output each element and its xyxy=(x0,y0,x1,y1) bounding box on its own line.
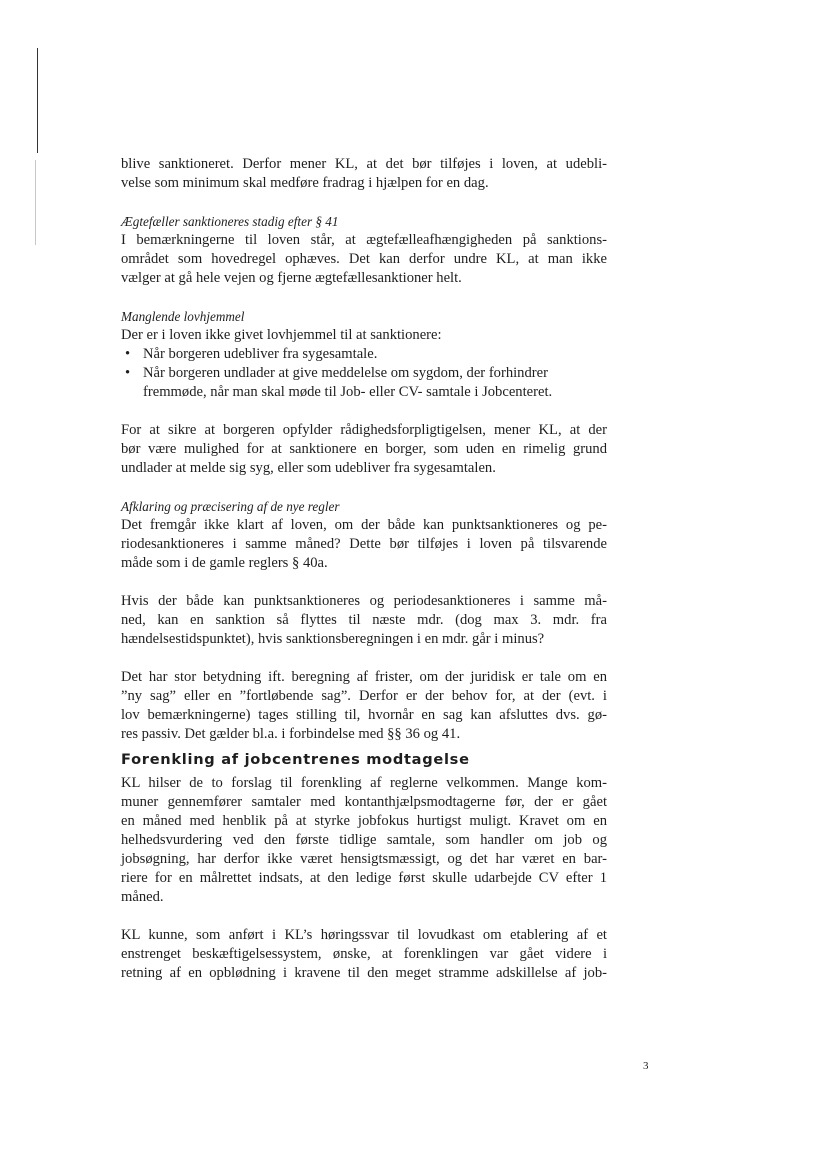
bullet-item xyxy=(121,345,607,364)
text-line: ned, kan en sanktion så flyttes til næste mdr. (dog max 3. mdr. fra xyxy=(121,612,607,628)
text-line: velse som minimum skal medføre fradrag i hjælpen for en dag. xyxy=(121,175,489,191)
paragraph-intro xyxy=(121,155,607,193)
paragraph-sanction-month xyxy=(121,592,607,649)
text-line: riodesanktioneres i samme måned? Dette bør tilføjes i loven på tilsvarende xyxy=(121,536,607,552)
paragraph-simplification xyxy=(121,774,607,907)
text-line: jobsøgning, har derfor ikke været hensigtsmæssigt, og det har været en bar- xyxy=(121,851,607,867)
paragraph-clarification xyxy=(121,516,607,573)
text-line: ”ny sag” eller en ”fortløbende sag”. Derfor er der behov for, at der (evt. i xyxy=(121,688,607,704)
text-line: muner gennemfører samtaler med kontanthjælpsmodtagerne før, der er gået xyxy=(121,794,607,810)
text-line: retning af en opblødning i kravene til den meget stramme adskillelse af job- xyxy=(121,965,607,981)
paragraph-spouse-sanctions xyxy=(121,231,607,288)
bullet-icon: • xyxy=(125,346,131,362)
text-line: helhedsvurdering ved den første tidlige samtale, som handler om job og xyxy=(121,832,607,848)
page-number: 3 xyxy=(643,1060,649,1072)
scan-margin-line xyxy=(37,48,38,153)
section-heading-simplification: Forenkling af jobcentrenes modtagelse xyxy=(121,751,470,768)
section-title-spouse-sanctions: Ægtefæller sanktioneres stadig efter § 41 xyxy=(121,214,339,229)
text-line: bør være mulighed for at sanktionere en borger, som uden en rimelig grund xyxy=(121,441,607,457)
bullet-text: Når borgeren undlader at give meddelelse om sygdom, der forhindrer xyxy=(143,365,548,381)
text-line: Det fremgår ikke klart af loven, om der både kan punktsanktioneres og pe- xyxy=(121,517,607,533)
text-line: res passiv. Det gælder bl.a. i forbindelse med §§ 36 og 41. xyxy=(121,726,461,742)
text-line: lov bemærkningerne) tages stilling til, hvornår en sag kan afsluttes dvs. gø- xyxy=(121,707,607,723)
bullet-text-continued: fremmøde, når man skal møde til Job- eller CV- samtale i Jobcenteret. xyxy=(143,384,553,400)
bullet-icon: • xyxy=(125,365,131,381)
text-line: KL hilser de to forslag til forenkling af reglerne velkommen. Mange kom- xyxy=(121,775,607,791)
paragraph-availability xyxy=(121,421,607,478)
text-line: blive sanktioneret. Derfor mener KL, at det bør tilføjes i loven, at udebli- xyxy=(121,156,607,172)
text-line: måned. xyxy=(121,889,164,905)
text-line: Der er i loven ikke givet lovhjemmel til at sanktionere: xyxy=(121,327,442,343)
text-line: I bemærkningerne til loven står, at ægtefælleafhængigheden på sanktions- xyxy=(121,232,607,248)
text-line: Hvis der både kan punktsanktioneres og periodesanktioneres i samme må- xyxy=(121,593,607,609)
paragraph-hearing-response xyxy=(121,926,607,983)
paragraph-deadlines xyxy=(121,668,607,744)
bullet-item xyxy=(121,364,607,383)
scan-margin-line-faint xyxy=(35,160,36,245)
text-line: For at sikre at borgeren opfylder rådighedsforpligtigelsen, mener KL, at der xyxy=(121,422,607,438)
text-line: en måned med henblik på at styrke jobfokus hurtigst muligt. Kravet om en xyxy=(121,813,607,829)
document-page xyxy=(121,155,607,983)
text-line: hændelsestidspunktet), hvis sanktionsberegningen i en mdr. går i minus? xyxy=(121,631,545,647)
text-line: undlader at melde sig syg, eller som udebliver fra sygesamtalen. xyxy=(121,460,496,476)
text-line: enstrenget beskæftigelsessystem, ønske, at forenklingen var gået videre i xyxy=(121,946,607,962)
bullet-text: Når borgeren udebliver fra sygesamtale. xyxy=(143,346,378,362)
text-line: riere for en målrettet indsats, at den ledige først skulle udarbejde CV efter 1 xyxy=(121,870,607,886)
section-title-missing-legal-basis: Manglende lovhjemmel xyxy=(121,309,245,324)
text-line: Det har stor betydning ift. beregning af frister, om der juridisk er tale om en xyxy=(121,669,607,685)
text-line: måde som i de gamle reglers § 40a. xyxy=(121,555,328,571)
text-line: vælger at gå hele vejen og fjerne ægtefællesanktioner helt. xyxy=(121,270,462,286)
text-line: området som hovedregel ophæves. Det kan derfor undre KL, at man ikke xyxy=(121,251,607,267)
section-title-clarification: Afklaring og præcisering af de nye regler xyxy=(121,499,340,514)
text-line: KL kunne, som anført i KL’s høringssvar til lovudkast om etablering af et xyxy=(121,927,607,943)
